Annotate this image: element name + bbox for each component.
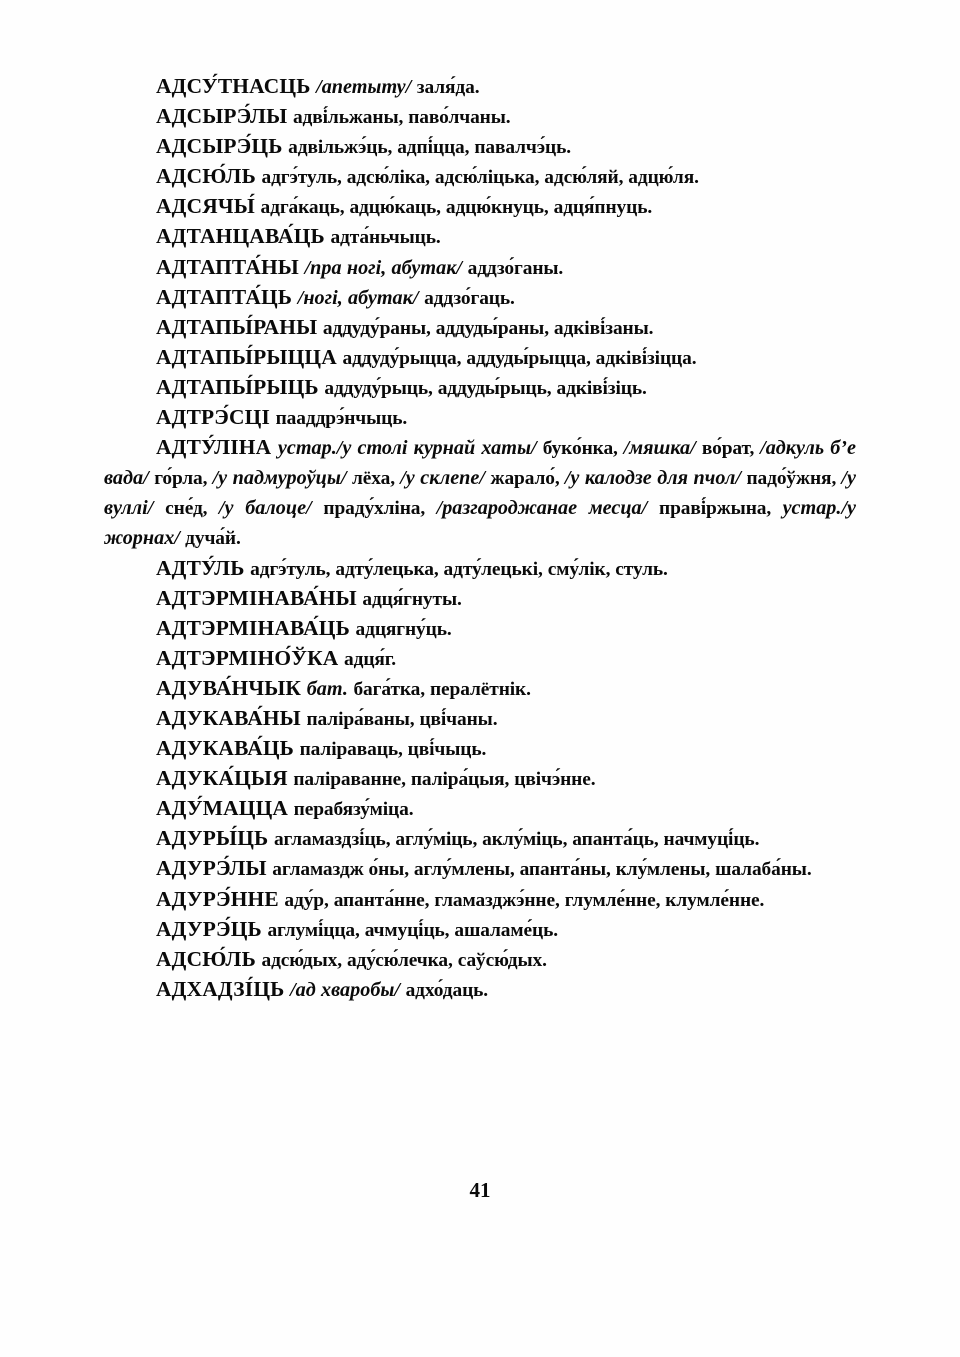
dictionary-entry-long: [104, 433, 856, 553]
gloss: аддзо́ганы.: [467, 257, 564, 279]
gloss: агламаздж о́ны, аглу́млены, апанта́ны, клу́млены, шалаба́ны.: [272, 859, 812, 881]
headword: АДСЫРЭ́ЦЬ: [156, 134, 283, 159]
gloss: падо́ўжня,: [746, 468, 842, 490]
dictionary-entry: [104, 132, 856, 162]
headword: АДУРЭ́ЦЬ: [156, 916, 262, 941]
dictionary-entry: [104, 704, 856, 734]
gloss: го́рла,: [154, 468, 213, 490]
gloss: адта́ньчыць.: [330, 227, 441, 249]
dictionary-entry: [104, 584, 856, 614]
gloss: жарало́,: [490, 468, 565, 490]
gloss: адцягну́ць.: [355, 618, 452, 640]
gloss: праду́хліна,: [323, 498, 437, 520]
dictionary-entry: [104, 373, 856, 403]
gloss: лёха,: [352, 468, 401, 490]
headword: АДТУ́ЛІНА: [156, 435, 278, 460]
gloss: паліраванне, паліра́цыя, цвічэ́нне.: [293, 769, 596, 791]
dictionary-entry: [104, 554, 856, 584]
gloss: перабязу́міца.: [293, 799, 414, 821]
headword: АДТАПТА́НЫ: [156, 254, 300, 279]
usage-note: бат.: [306, 677, 348, 700]
headword: АДТЭРМІНАВА́ЦЬ: [156, 615, 350, 640]
dictionary-entry: [104, 72, 856, 102]
gloss: аддуду́рыцца, аддуды́рыцца, адківі́зіцца.: [342, 347, 697, 369]
dictionary-entry: [104, 885, 856, 915]
dictionary-entry: [104, 854, 856, 884]
dictionary-entry: [104, 674, 856, 704]
usage-note: /разгароджанае месца/: [436, 497, 660, 520]
gloss: адвільжэ́ць, адпі́цца, павалчэ́ць.: [288, 137, 571, 159]
gloss: заля́да.: [416, 77, 480, 98]
headword: АДУКА́ЦЫЯ: [156, 766, 288, 791]
headword: АДСУ́ТНАСЦЬ: [156, 74, 311, 98]
gloss: адві́льжаны, паво́лчаны.: [292, 107, 511, 129]
usage-note: /у падмуроўцы/: [212, 467, 352, 490]
dictionary-entry: [104, 192, 856, 222]
gloss: паліра́ваны, цві́чаны.: [306, 708, 498, 730]
headword: АДСЫРЭ́ЛЫ: [156, 104, 288, 129]
usage-note: /ногі, абутак/: [297, 286, 419, 309]
headword: АДУКАВА́ЦЬ: [156, 736, 295, 761]
dictionary-entry: [104, 614, 856, 644]
dictionary-entry: [104, 824, 856, 854]
headword: АДТУ́ЛЬ: [156, 555, 245, 580]
gloss: адхо́даць.: [405, 979, 489, 1001]
headword: АДУРЭ́ЛЫ: [156, 856, 267, 881]
gloss: аглумі́цца, ачмуці́ць, ашаламе́ць.: [267, 919, 558, 941]
gloss: буко́нка,: [542, 438, 624, 460]
usage-note: /у балоце/: [218, 497, 324, 520]
gloss: праві́ржына,: [659, 498, 783, 520]
gloss: адга́каць, адцю́каць, адцю́кнуць, адця́пнуць.: [260, 197, 653, 219]
gloss: аддуду́раны, аддуды́раны, адківі́заны.: [322, 317, 654, 339]
gloss: аддуду́рыць, аддуды́рыць, адківі́зіць.: [324, 377, 647, 399]
usage-note: устар./у жорнах/: [104, 497, 857, 550]
dictionary-entry: [104, 644, 856, 674]
headword: АДУ́МАЦЦА: [156, 796, 289, 821]
headword: АДТАПЫ́РЫЦЦА: [156, 344, 337, 369]
headword: АДСЮ́ЛЬ: [156, 164, 256, 189]
headword: АДСЮ́ЛЬ: [156, 946, 256, 971]
gloss: адця́гнуты.: [362, 588, 462, 610]
dictionary-entry: [104, 343, 856, 373]
headword: АДСЯЧЫ́: [156, 194, 255, 219]
headword: АДХАДЗІ́ЦЬ: [156, 976, 285, 1001]
headword: АДУКАВА́НЫ: [156, 705, 301, 730]
gloss: адгэ́туль, адту́лецька, адту́лецькі, сму́лік, стуль.: [250, 558, 668, 580]
gloss: агламаздзі́ць, аглу́міць, аклу́міць, апанта́ць, начмуці́ць.: [273, 829, 760, 851]
headword: АДУРЫ́ЦЬ: [156, 826, 269, 851]
dictionary-entry: [104, 794, 856, 824]
headword: АДТЭРМІНАВА́НЫ: [156, 585, 357, 610]
dictionary-entry: [104, 102, 856, 132]
dictionary-entry: [104, 764, 856, 794]
gloss: дуча́й.: [185, 528, 241, 550]
dictionary-entry: [104, 975, 856, 1005]
entry-column: [104, 72, 856, 1005]
headword: АДТАПТА́ЦЬ: [156, 284, 293, 309]
headword: АДТАНЦАВА́ЦЬ: [156, 224, 325, 249]
headword: АДУВА́НЧЫК: [156, 675, 302, 700]
dictionary-entry: [104, 283, 856, 313]
usage-note: /пра ногі, абутак/: [304, 256, 463, 279]
headword: АДТЭРМІНО́ЎКА: [156, 645, 339, 670]
gloss: адця́г.: [344, 648, 397, 670]
dictionary-entry: [104, 222, 856, 252]
gloss: бага́тка, пералётнік.: [353, 678, 531, 700]
gloss: паліраваць, цві́чыць.: [299, 739, 487, 761]
usage-note: /апетыту/: [316, 76, 412, 98]
gloss: во́рат,: [701, 438, 761, 460]
dictionary-entry: [104, 945, 856, 975]
headword: АДУРЭ́ННЕ: [156, 886, 279, 911]
dictionary-entry: [104, 313, 856, 343]
usage-note: /у склепе/: [400, 467, 491, 490]
usage-note: /у вуллі/: [104, 467, 856, 520]
gloss: аду́р, апанта́нне, гламазджэ́нне, глумле́нне, клумле́нне.: [284, 889, 765, 911]
dictionary-entry: [104, 162, 856, 192]
page-number: 41: [469, 1178, 491, 1202]
usage-note: /мяшка/: [623, 437, 702, 460]
usage-note: /адкуль б’е вада/: [104, 437, 856, 490]
headword: АДТРЭ́СЦІ: [156, 405, 271, 430]
dictionary-entry: [104, 915, 856, 945]
gloss: сне́д,: [165, 498, 219, 520]
gloss: пааддрэ́нчыць.: [275, 408, 408, 430]
dictionary-entry: [104, 403, 856, 433]
gloss: адгэ́туль, адсю́ліка, адсю́ліцька, адсю́ляй, адцю́ля.: [261, 167, 699, 189]
gloss: адсю́дых, аду́сю́лечка, саўсю́дых.: [261, 949, 547, 971]
usage-note: устар./у столі курнай хаты/: [277, 437, 543, 460]
gloss: аддзо́гаць.: [424, 287, 515, 309]
headword: АДТАПЫ́РАНЫ: [156, 314, 318, 339]
usage-note: /ад хваробы/: [290, 978, 401, 1001]
usage-note: /у калодзе для пчол/: [564, 467, 747, 490]
dictionary-entry: [104, 734, 856, 764]
dictionary-entry: [104, 253, 856, 283]
headword: АДТАПЫ́РЫЦЬ: [156, 374, 319, 399]
